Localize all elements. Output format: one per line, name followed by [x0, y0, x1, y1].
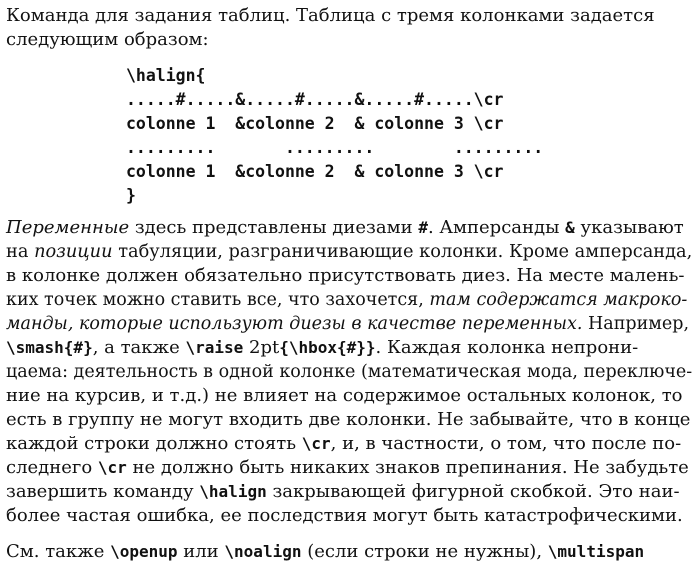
code-token: #: [418, 218, 428, 237]
body-line-13: [6, 504, 683, 528]
text-run: указывают: [574, 217, 684, 238]
text-run: Например,: [582, 314, 690, 334]
text-run: ние на курсив, и т.д.) не влияет на содержимое остальных колонок, то: [6, 385, 683, 406]
code-token: \noalign: [224, 542, 302, 561]
text-run: цаема: деятельность в одной колонке (математическая мода, переключе-: [6, 362, 693, 382]
text-run: завершить команду: [6, 481, 200, 502]
intro-line-2: [6, 28, 209, 52]
body-line-7: [6, 360, 692, 384]
text-run: (если строки не нужны),: [301, 541, 548, 562]
text-run: здесь представлены диезами: [129, 217, 419, 238]
code-token: \raise: [185, 338, 244, 357]
body-line-5: [6, 312, 689, 336]
text-run: каждой строки должно стоять: [6, 433, 302, 454]
italic-phrase: там содержатся макроко-: [429, 290, 688, 310]
body-line-8: [6, 384, 683, 408]
text-run: или: [177, 541, 225, 562]
code-line-3: colonne 1 &colonne 2 & colonne 3 \cr: [126, 114, 504, 133]
text-run: есть в группу не могут входить две колонки. Не забывайте, что в конце: [6, 409, 691, 430]
body-line-10: [6, 432, 681, 456]
code-line-5: colonne 1 &colonne 2 & colonne 3 \cr: [126, 162, 504, 181]
body-line-3: [6, 264, 685, 288]
see-also-line: [6, 540, 644, 564]
body-line-4: [6, 288, 687, 312]
text-run: , и, в частности, о том, что после по-: [330, 433, 682, 454]
code-token: \smash{#}: [6, 338, 93, 357]
text-run: 2pt: [243, 337, 280, 358]
italic-term: Переменные: [6, 217, 130, 238]
body-line-11: [6, 456, 689, 480]
intro-text-2: следующим образом:: [6, 29, 209, 50]
text-run: более частая ошибка, ее последствия могут быть катастрофическими.: [6, 505, 683, 526]
code-line-4: ......... ......... .........: [126, 138, 544, 157]
text-run: следнего: [6, 457, 98, 478]
italic-term: позиции: [34, 242, 113, 262]
code-line-6: }: [126, 186, 136, 205]
code-token: \cr: [301, 434, 331, 453]
text-run: табуляции, разграничивающие колонки. Кроме амперсанда,: [112, 242, 693, 262]
text-run: не должно быть никаких знаков препинания. Не забудьте: [126, 457, 689, 478]
intro-text-1: Команда для задания таблиц. Таблица с тремя колонками задается: [6, 5, 655, 26]
code-token: \halign: [199, 482, 267, 501]
text-run: закрывающей фигурной скобкой. Это наи-: [266, 481, 680, 502]
text-run: См. также: [6, 541, 111, 562]
italic-phrase: манды, которые используют диезы в качестве переменных.: [6, 314, 583, 334]
code-token: \cr: [97, 458, 127, 477]
intro-line-1: [6, 4, 655, 28]
body-line-6: [6, 336, 638, 360]
body-line-12: [6, 480, 680, 504]
text-run: в колонке должен обязательно присутствовать диез. На месте малень-: [6, 265, 685, 286]
code-line-2: .....#.....&.....#.....&.....#.....\cr: [126, 90, 504, 109]
text-run: . Амперсанды: [427, 217, 566, 238]
code-token: \multispan: [547, 542, 645, 561]
text-run: ких точек можно ставить все, что захочется,: [6, 290, 430, 310]
code-token: \openup: [110, 542, 178, 561]
code-token: &: [565, 218, 575, 237]
text-run: . Каждая колонка непрони-: [375, 337, 639, 358]
text-run: на: [6, 242, 35, 262]
body-line-2: [6, 240, 692, 264]
body-line-1: [6, 216, 684, 240]
body-line-9: [6, 408, 690, 432]
text-run: , а также: [92, 337, 186, 358]
code-token: {\hbox{#}}: [279, 338, 376, 357]
code-line-1: \halign{: [126, 66, 206, 85]
